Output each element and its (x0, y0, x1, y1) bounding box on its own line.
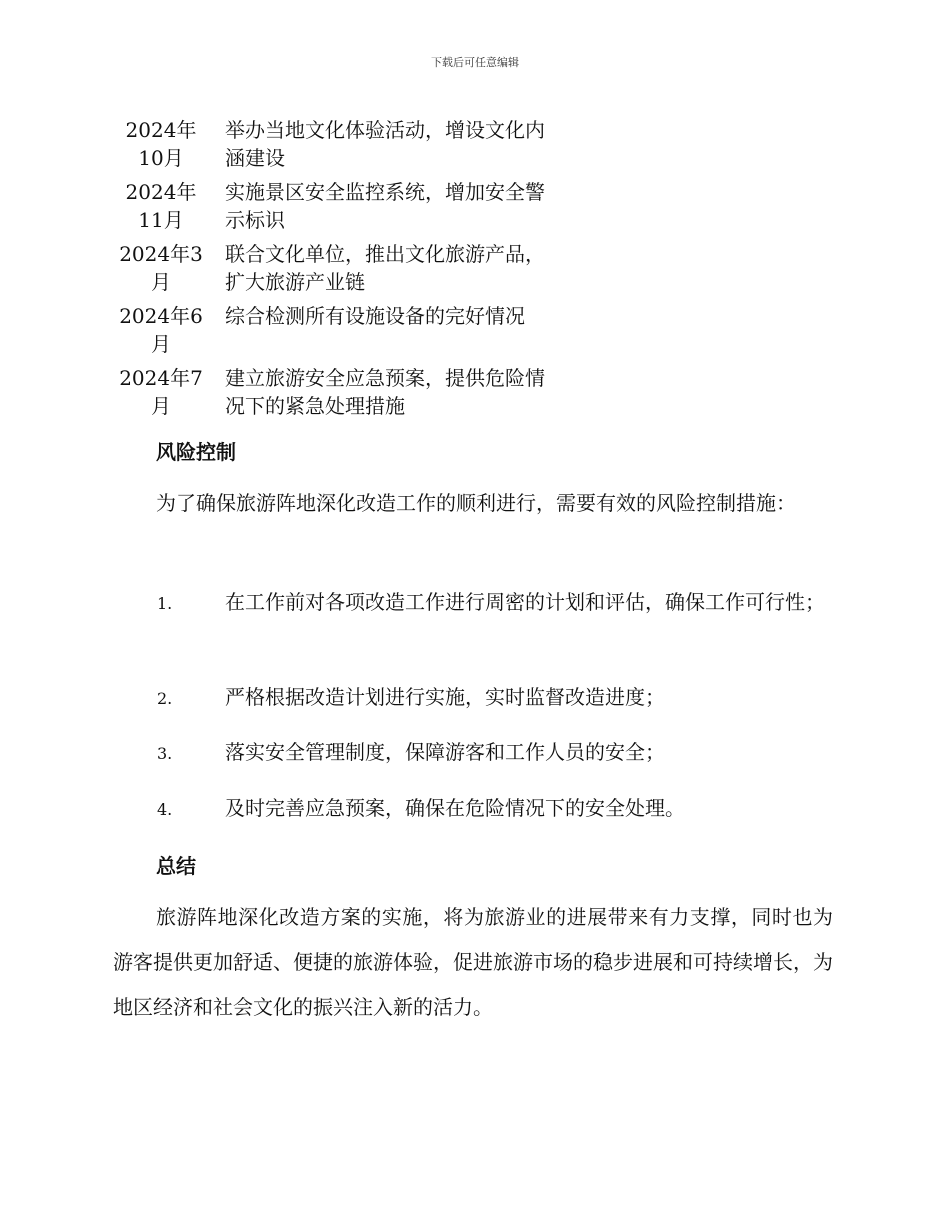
list-item-number: 2. (157, 689, 173, 708)
schedule-date: 2024年7月 (119, 366, 203, 418)
list-item (113, 786, 833, 832)
list-item-text: 落实安全管理制度，保障游客和工作人员的安全； (225, 740, 665, 764)
risk-intro: 为了确保旅游阵地深化改造工作的顺利进行，需要有效的风险控制措施： (156, 491, 796, 515)
schedule-table (113, 116, 555, 426)
summary-heading: 总结 (156, 854, 196, 878)
page-header: 下载后可任意编辑 (431, 56, 519, 69)
schedule-date: 2024年11月 (125, 180, 197, 232)
table-row (113, 178, 555, 240)
list-item-text: 及时完善应急预案，确保在危险情况下的安全处理。 (225, 796, 685, 820)
list-item (113, 730, 833, 776)
schedule-date: 2024年10月 (125, 118, 197, 170)
schedule-task: 综合检测所有设施设备的完好情况 (225, 304, 525, 328)
list-item-number: 3. (157, 744, 173, 763)
table-row (113, 302, 555, 364)
schedule-date: 2024年3月 (119, 242, 203, 294)
risk-heading: 风险控制 (156, 440, 236, 464)
schedule-task: 举办当地文化体验活动，增设文化内涵建设 (225, 118, 545, 170)
list-item-number: 1. (157, 594, 173, 613)
table-row (113, 116, 555, 178)
list-item-text: 在工作前对各项改造工作进行周密的计划和评估，确保工作可行性； (225, 590, 825, 614)
summary-text: 旅游阵地深化改造方案的实施，将为旅游业的进展带来有力支撑，同时也为游客提供更加舒适、便捷的旅游体验，促进旅游市场的稳步进展和可持续增长，为地区经济和社会文化的振兴注入新的活力。 (113, 905, 833, 1019)
table-row (113, 240, 555, 302)
schedule-task: 实施景区安全监控系统，增加安全警示标识 (225, 180, 545, 232)
schedule-task: 联合文化单位，推出文化旅游产品，扩大旅游产业链 (225, 242, 545, 294)
list-item-text: 严格根据改造计划进行实施，实时监督改造进度； (225, 685, 665, 709)
table-row (113, 364, 555, 426)
list-item (113, 580, 833, 626)
list-item-number: 4. (157, 800, 173, 819)
list-item (113, 675, 833, 721)
schedule-task: 建立旅游安全应急预案，提供危险情况下的紧急处理措施 (225, 366, 545, 418)
schedule-date: 2024年6月 (119, 304, 203, 356)
